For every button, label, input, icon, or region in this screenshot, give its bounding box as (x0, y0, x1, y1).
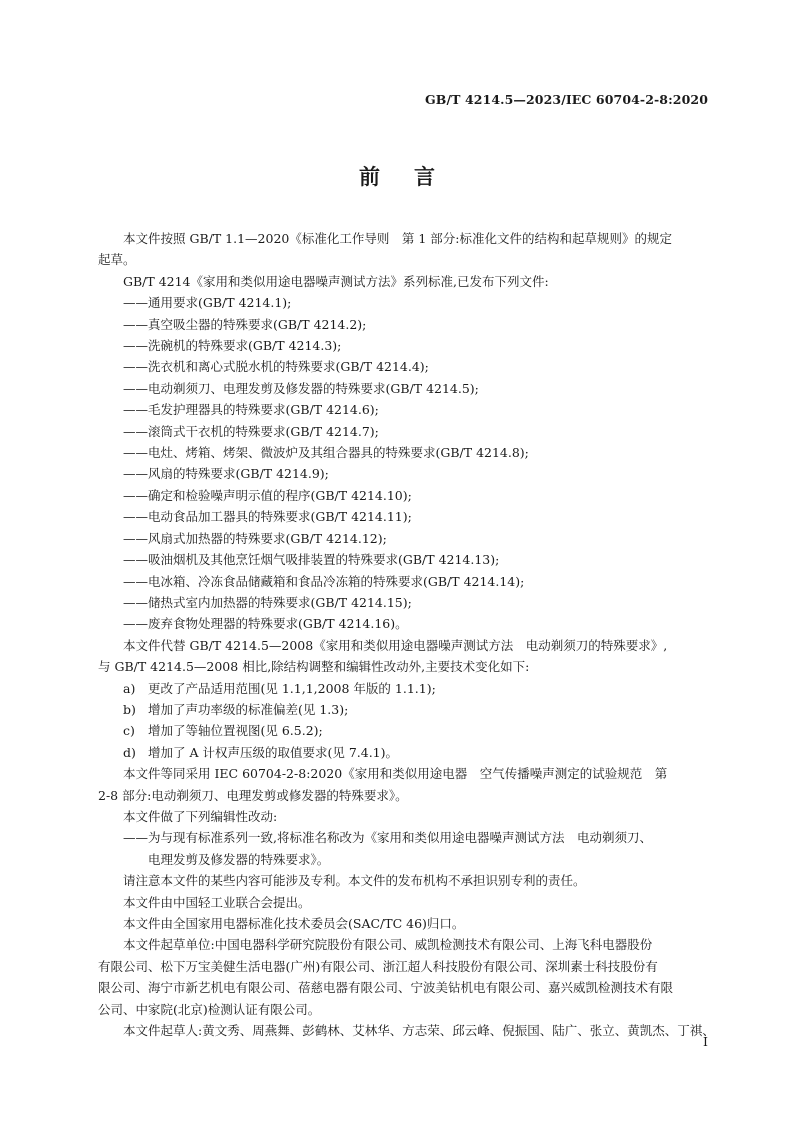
list-item: ——滚筒式干衣机的特殊要求(GB/T 4214.7); (98, 421, 710, 442)
list-item: ——电动食品加工器具的特殊要求(GB/T 4214.11); (98, 506, 710, 527)
editorial-item-line2: 电理发剪及修发器的特殊要求》。 (148, 851, 330, 867)
list-item: ——电动剃须刀、电理发剪及修发器的特殊要求(GB/T 4214.5); (98, 378, 710, 399)
dash-mark: —— (123, 402, 148, 418)
drafting-units-line2: 有限公司、松下万宝美健生活电器(广州)有限公司、浙江超人科技股份有限公司、深圳素士科技股份有 (98, 958, 658, 974)
list-item: ——真空吸尘器的特殊要求(GB/T 4214.2); (98, 314, 710, 335)
list-item: c) 增加了等轴位置视图(见 6.5.2); (98, 720, 710, 741)
intro-paragraph-line1: 本文件按照 GB/T 1.1—2020《标准化工作导则 第 1 部分:标准化文件的结构和起草规则》的规定 (123, 231, 672, 246)
page-title: 前言 (359, 165, 469, 189)
list-item: d) 增加了 A 计权声压级的取值要求(见 7.4.1)。 (98, 742, 710, 763)
equivalent-paragraph-line2: 2-8 部分:电动剃须刀、电理发剪或修发器的特殊要求》。 (98, 787, 408, 803)
page-number: I (703, 1034, 708, 1049)
dash-mark: —— (123, 552, 148, 568)
list-item: ——通用要求(GB/T 4214.1); (98, 292, 710, 313)
standard-code: GB/T 4214.5—2023/IEC 60704-2-8:2020 (425, 92, 708, 107)
list-item: ——吸油烟机及其他烹饪烟气吸排装置的特殊要求(GB/T 4214.13); (98, 549, 710, 570)
editorial-intro: 本文件做了下列编辑性改动: (123, 808, 278, 824)
dash-mark: —— (123, 445, 148, 461)
dash-mark: —— (123, 316, 148, 332)
changes-list (98, 678, 710, 764)
item-label: a) (123, 680, 136, 696)
list-item: ——确定和检验噪声明示值的程序(GB/T 4214.10); (98, 485, 710, 506)
proposed-by: 本文件由中国轻工业联合会提出。 (123, 894, 311, 910)
patent-note: 请注意本文件的某些内容可能涉及专利。本文件的发布机构不承担识别专利的责任。 (123, 873, 586, 889)
list-item: ——储热式室内加热器的特殊要求(GB/T 4214.15); (98, 592, 710, 613)
series-list (98, 292, 710, 635)
series-intro: GB/T 4214《家用和类似用途电器噪声测试方法》系列标准,已发布下列文件: (123, 273, 549, 289)
dash-mark: —— (123, 295, 148, 311)
dash-mark: —— (123, 380, 148, 396)
list-item: ——毛发护理器具的特殊要求(GB/T 4214.6); (98, 399, 710, 420)
replace-paragraph-line2: 与 GB/T 4214.5—2008 相比,除结构调整和编辑性改动外,主要技术变化如下: (98, 659, 530, 675)
list-item: ——风扇式加热器的特殊要求(GB/T 4214.12); (98, 528, 710, 549)
list-item: ——电冰箱、冷冻食品储藏箱和食品冷冻箱的特殊要求(GB/T 4214.14); (98, 571, 710, 592)
list-item: ——电灶、烤箱、烤架、微波炉及其组合器具的特殊要求(GB/T 4214.8); (98, 442, 710, 463)
replace-paragraph-line1: 本文件代替 GB/T 4214.5—2008《家用和类似用途电器噪声测试方法 电动剃须刀的特殊要求》, (123, 637, 668, 653)
list-item: ——废弃食物处理器的特殊要求(GB/T 4214.16)。 (98, 613, 710, 634)
dash-mark: —— (123, 466, 148, 482)
dash-mark: —— (123, 616, 148, 632)
drafting-units-line1: 本文件起草单位:中国电器科学研究院股份有限公司、威凯检测技术有限公司、上海飞科电器股份 (123, 937, 653, 953)
list-item: b) 增加了声功率级的标准偏差(见 1.3); (98, 699, 710, 720)
intro-paragraph-line2: 起草。 (98, 252, 136, 268)
list-item: ——洗衣机和离心式脱水机的特殊要求(GB/T 4214.4); (98, 356, 710, 377)
drafting-units-line3: 限公司、海宁市新艺机电有限公司、蓓慈电器有限公司、宁波美钻机电有限公司、嘉兴威凯检测技术有限 (98, 980, 674, 996)
dash-mark: —— (123, 509, 148, 525)
item-label: d) (123, 744, 136, 760)
list-item: a) 更改了产品适用范围(见 1.1,1,2008 年版的 1.1.1); (98, 678, 710, 699)
dash-mark: —— (123, 487, 148, 503)
editorial-item-line1: ——为与现有标准系列一致,将标准名称改为《家用和类似用途电器噪声测试方法 电动剃须刀、 (98, 827, 710, 848)
dash-mark: —— (123, 573, 148, 589)
dash-mark: —— (123, 594, 148, 610)
dash-mark: —— (123, 530, 148, 546)
dash-mark: —— (123, 338, 148, 354)
managed-by: 本文件由全国家用电器标准化技术委员会(SAC/TC 46)归口。 (123, 916, 465, 931)
list-item: ——洗碗机的特殊要求(GB/T 4214.3); (98, 335, 710, 356)
foreword-body (98, 228, 715, 1041)
item-label: c) (123, 723, 135, 739)
equivalent-paragraph-line1: 本文件等同采用 IEC 60704-2-8:2020《家用和类似用途电器 空气传播噪声测定的试验规范 第 (123, 766, 668, 782)
list-item: ——风扇的特殊要求(GB/T 4214.9); (98, 463, 710, 484)
dash-mark: —— (123, 359, 148, 375)
drafting-units-line4: 公司、中家院(北京)检测认证有限公司。 (98, 1001, 321, 1017)
dash-mark: —— (123, 830, 148, 846)
dash-mark: —— (123, 423, 148, 439)
item-label: b) (123, 701, 136, 717)
drafters: 本文件起草人:黄文秀、周燕舞、彭鹤林、艾林华、方志荣、邱云峰、倪振国、陆广、张立、黄凯杰、丁祺、 (123, 1023, 715, 1039)
